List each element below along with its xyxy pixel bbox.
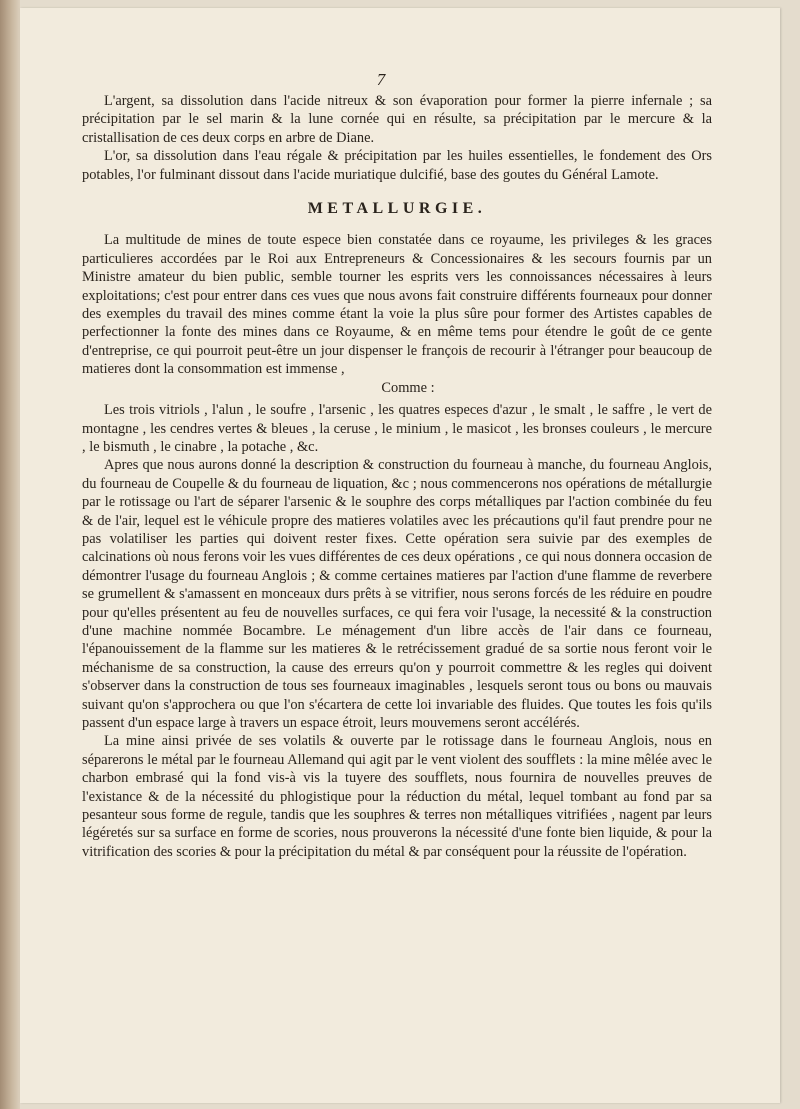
page-number: 7 xyxy=(376,70,386,89)
paragraph-operations: Apres que nous aurons donné la description & construction du fourneau à manche, du fourneau Anglois, du fourneau de Coupelle & du fourneau de liquation, &c ; nous commencerons nos opérations de métallurgie par le rotissage ou l'art de séparer l'arsenic & le souphre des corps métalliques par l'action combinée du feu & de l'air, lequel est le véhicule propre des matieres volatiles avec les précautions qu'il faut prendre pour ne pas volatiliser les parties qui doivent rester fixes. Cette opération sera suivie par des exemples de calcinations où nous ferons voir les vues différentes de ces deux opérations , ce qui nous donnera occasion de démontrer l'usage du fourneau Anglois ; & comme certaines matieres par l'action d'une flamme de reverbere se grumellent & s'amassent en monceaux durs prêts à se vitrifier, nous serons forcés de les réduire en poudre pour qu'elles présentent au feu de nouvelles surfaces, ce qui fera voir l'usage, la necessité & la construction d'une machine nommée Bocambre. Le ménagement d'un libre accès de l'air dans ce fourneau, l'épanouissement de la flamme sur les matieres & le retrécissement gradué de sa sortie nous feront voir le méchanisme de sa construction, la cause des erreurs qu'on y pourroit commettre & les regles qui doivent s'observer dans la construction de tous ses fourneaux imaginables , lesquels seront tous ou bons ou mauvais suivant qu'on s'approchera ou que l'on s'écartera de cette loi invariable des fluides. Que toutes les fois qu'ils passent d'un espace large à travers un espace étroit, leurs mouvemens seront accélérés. xyxy=(82,457,712,731)
page-text xyxy=(82,92,712,861)
paragraph-list: Les trois vitriols , l'alun , le soufre , l'arsenic , les quatres especes d'azur , le smalt , le saffre , le vert de montagne , les cendres vertes & bleues , la ceruse , le minium , le masicot , les bronses couleurs , le mercure , le bismuth , le cinabre , la potache , &c. xyxy=(82,402,712,455)
paragraph-argent: L'argent, sa dissolution dans l'acide nitreux & son évaporation pour former la pierre infernale ; sa précipitation par le sel marin & la lune cornée qui en résulte, sa précipitation par le mercure & la cristallisation de ces deux corps en arbre de Diane. xyxy=(82,93,712,146)
paragraph-or: L'or, sa dissolution dans l'eau régale & précipitation par les huiles essentielles, le fondement des Ors potables, l'or fulminant dissout dans l'acide muriatique dulcifié, base des goutes du Général Lamote. xyxy=(82,148,712,183)
paragraph-intro: La multitude de mines de toute espece bien constatée dans ce royaume, les privileges & les graces particulieres accordées par le Roi aux Entrepreneurs & Concessionaires & les secours fournis par un Ministre amateur du bien public, semble tourner les esprits vers les connoissances nécessaires à leurs exploitations; c'est pour entrer dans ces vues que nous avons fait construire différents fourneaux pour donner des exemples du travail des mines comme étant la voie la plus sûre pour former des Artistes capables de perfectionner la fonte des mines dans ce Royaume, & en même tems pour étendre le goût de ce gente d'entreprise, ce qui pourroit peut-être un jour dispenser le françois de recourir à l'étranger pour beaucoup de matieres dont la consommation est immense , xyxy=(82,232,712,378)
section-title: METALLURGIE. xyxy=(307,200,487,218)
comme-label: Comme : xyxy=(381,379,435,396)
book-spine-shadow xyxy=(0,0,20,1109)
paragraph-final: La mine ainsi privée de ses volatils & ouverte par le rotissage dans le fourneau Anglois, nous en séparerons le métal par le fourneau Allemand qui agit par le vent violent des soufflets : la mine mêlée avec le charbon embrasé qui la fond vis-à vis la tuyere des soufflets, nous fournira de nouvelles preuves de l'existance & de la nécessité du phlogistique pour la réduction du métal, lequel tombant au fond par sa pesanteur sous forme de regule, tandis que les souphres & terres non métalliques vitrifiées , nagent par leurs légéretés sur sa surface en forme de scories, nous prouverons la nécessité d'une fonte bien liquide, & pour la vitrification des scories & pour la précipitation du métal & par conséquent pour la réussite de l'opération. xyxy=(82,733,712,860)
book-page xyxy=(20,8,780,1103)
